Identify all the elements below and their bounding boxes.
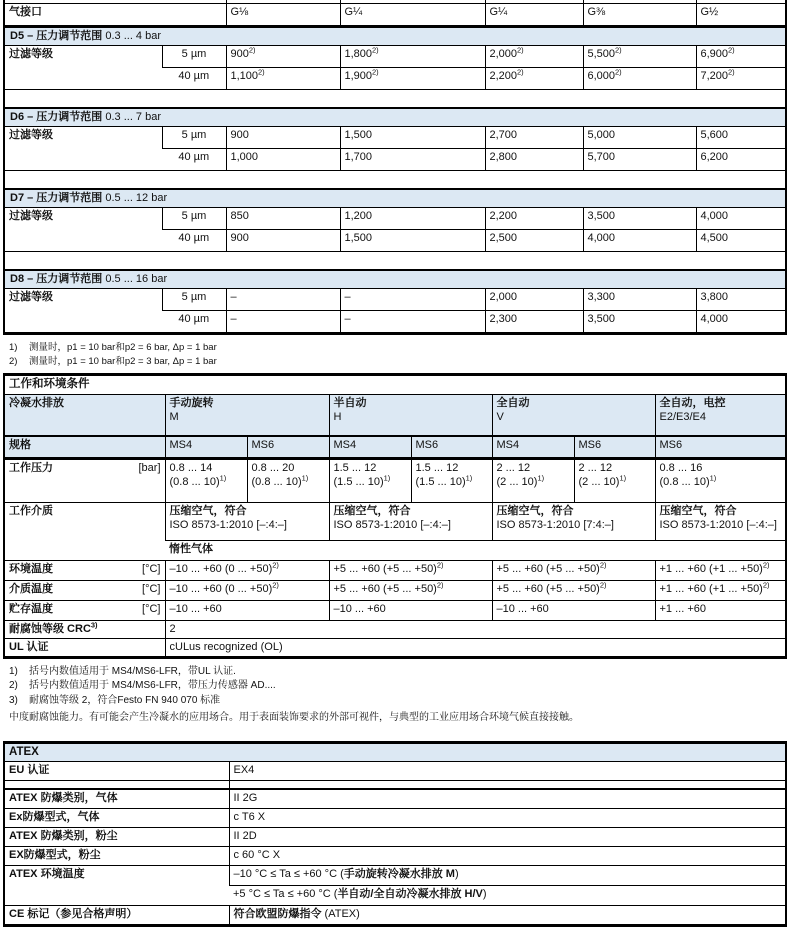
pressure-row bbox=[4, 458, 786, 502]
footnote bbox=[9, 694, 781, 709]
storage-temp-unit: [°C] bbox=[142, 602, 161, 615]
grade-40um-label: 40 µm bbox=[162, 68, 226, 90]
footnote-text: 括号内数值适用于 MS4/MS6-LFR，带UL 认证. bbox=[29, 665, 236, 677]
footnote bbox=[9, 665, 781, 680]
ex-protection-dust-row bbox=[4, 847, 786, 866]
table-row bbox=[4, 208, 786, 230]
footnote bbox=[9, 341, 781, 355]
temp-value: +5 ... +60 (+5 ... +50)$^{2)}$ bbox=[492, 580, 655, 600]
flow-value: 7,200$^{2)}$ bbox=[696, 68, 786, 90]
section-title-code: D8 – 压力调节范围 bbox=[10, 273, 103, 285]
section-title-range: 0.3 ... 7 bar bbox=[105, 111, 162, 123]
ex-protection-gas-label: Ex防爆型式，气体 bbox=[4, 809, 229, 828]
atex-category-gas-row bbox=[4, 789, 786, 809]
flow-value: 2,500 bbox=[485, 230, 583, 252]
temp-value: –10 ... +60 bbox=[165, 600, 329, 620]
atex-table bbox=[3, 741, 787, 927]
flow-value: 2,300 bbox=[485, 311, 583, 334]
flow-value: 4,000 bbox=[696, 311, 786, 334]
medium-value bbox=[329, 502, 492, 540]
flow-value: – bbox=[340, 311, 485, 334]
ex-protection-gas-row bbox=[4, 809, 786, 828]
flow-value: 3,800 bbox=[696, 289, 786, 311]
grade-5um-label: 5 µm bbox=[162, 289, 226, 311]
port-row bbox=[4, 4, 786, 27]
size-value: MS4 bbox=[165, 436, 247, 459]
drain-label: 冷凝水排放 bbox=[4, 394, 165, 436]
temp-value: +1 ... +60 (+1 ... +50)$^{2)}$ bbox=[655, 580, 786, 600]
flow-value: – bbox=[340, 289, 485, 311]
flow-value: 900 bbox=[226, 127, 340, 149]
section-title-code: D7 – 压力调节范围 bbox=[10, 192, 103, 204]
footnote-text: 耐腐蚀等级 2，符合Festo FN 940 070 标准 bbox=[29, 694, 221, 706]
flow-value: 6,900$^{2)}$ bbox=[696, 46, 786, 68]
flow-value: 900 bbox=[226, 230, 340, 252]
flow-value: 1,900$^{2)}$ bbox=[340, 68, 485, 90]
pressure-range-ul: (0.8 ... 10)$^{1)}$ bbox=[251, 473, 309, 488]
ex-protection-dust-value: c 60 °C X bbox=[229, 847, 786, 866]
port-size-cell: G⅜ bbox=[583, 4, 696, 27]
pressure-range: 0.8 ... 20 bbox=[251, 461, 295, 474]
ambient-temp-label: 环境温度 bbox=[9, 562, 53, 575]
pressure-value bbox=[411, 458, 492, 502]
atex-ambient-temp-label: ATEX 环境温度 bbox=[4, 866, 229, 906]
corrosion-value: 2 bbox=[165, 620, 786, 638]
ambient-temp-unit: [°C] bbox=[142, 562, 161, 575]
pressure-range-ul: (2 ... 10)$^{1)}$ bbox=[578, 473, 627, 488]
temp-value: –10 ... +60 (0 ... +50)$^{2)}$ bbox=[165, 560, 329, 580]
spacer-cell bbox=[4, 90, 786, 109]
spacer-cell bbox=[4, 171, 786, 190]
conditions-footnotes bbox=[3, 659, 787, 728]
section-title bbox=[4, 189, 786, 208]
size-value: MS6 bbox=[655, 436, 786, 459]
size-value: MS4 bbox=[329, 436, 411, 459]
section-header-d8 bbox=[4, 270, 786, 289]
ul-row bbox=[4, 638, 786, 657]
port-size-cell: G¼ bbox=[485, 4, 583, 27]
pressure-value bbox=[247, 458, 329, 502]
medium-value bbox=[165, 502, 329, 540]
footnote-marker: 1) bbox=[9, 342, 18, 353]
pressure-range-ul: (2 ... 10)$^{1)}$ bbox=[496, 473, 545, 488]
medium-line2: ISO 8573-1:2010 [–:4:–] bbox=[333, 518, 451, 531]
drain-group-code: M bbox=[169, 410, 179, 423]
table-row bbox=[4, 289, 786, 311]
flow-value: 1,500 bbox=[340, 127, 485, 149]
atex-category-dust-row bbox=[4, 828, 786, 847]
temp-value: –10 ... +60 bbox=[329, 600, 492, 620]
footnote-text: 括号内数值适用于 MS4/MS6-LFR，带压力传感器 AD.... bbox=[29, 680, 276, 692]
grade-40um-label: 40 µm bbox=[162, 230, 226, 252]
temp-drain-type: 手动旋转冷凝水排放 M bbox=[343, 868, 455, 881]
ce-directive-suffix: (ATEX) bbox=[321, 908, 360, 921]
ul-label: UL 认证 bbox=[4, 638, 165, 657]
flow-value: 4,000 bbox=[696, 208, 786, 230]
flow-value: 1,100$^{2)}$ bbox=[226, 68, 340, 90]
flow-value: 4,500 bbox=[696, 230, 786, 252]
conditions-title: 工作和环境条件 bbox=[4, 374, 786, 394]
ex-protection-gas-value: c T6 X bbox=[229, 809, 786, 828]
section-header-d6 bbox=[4, 108, 786, 127]
section-title-range: 0.5 ... 16 bar bbox=[105, 273, 168, 285]
flow-value: 2,800 bbox=[485, 149, 583, 171]
medium-line1: 压缩空气，符合 bbox=[333, 504, 411, 517]
size-value: MS6 bbox=[247, 436, 329, 459]
pressure-range: 1.5 ... 12 bbox=[415, 461, 459, 474]
size-value: MS6 bbox=[411, 436, 492, 459]
flow-value: 3,300 bbox=[583, 289, 696, 311]
drain-group bbox=[655, 394, 786, 436]
flow-value: – bbox=[226, 289, 340, 311]
flow-value: 1,200 bbox=[340, 208, 485, 230]
flow-value: 2,200$^{2)}$ bbox=[485, 68, 583, 90]
section-title-range: 0.3 ... 4 bar bbox=[105, 30, 162, 42]
flow-value: 6,200 bbox=[696, 149, 786, 171]
atex-title-row bbox=[4, 743, 786, 762]
conditions-table bbox=[3, 373, 787, 659]
atex-category-gas-label: ATEX 防爆类别，气体 bbox=[9, 792, 118, 805]
temp-value: –10 ... +60 (0 ... +50)$^{2)}$ bbox=[165, 580, 329, 600]
eu-cert-row bbox=[4, 762, 786, 781]
footnote bbox=[9, 355, 781, 369]
table-row bbox=[4, 127, 786, 149]
ce-marking-value bbox=[229, 906, 786, 926]
drain-group-name: 手动旋转 bbox=[169, 396, 214, 409]
pressure-range-ul: (0.8 ... 10)$^{1)}$ bbox=[169, 473, 227, 488]
temp-drain-type: 半自动/全自动冷凝水排放 H/V bbox=[337, 888, 483, 901]
drain-group bbox=[492, 394, 655, 436]
temp-paren: ) bbox=[454, 868, 459, 881]
size-value: MS4 bbox=[492, 436, 574, 459]
spacer-cell bbox=[229, 781, 786, 790]
flow-value: 900$^{2)}$ bbox=[226, 46, 340, 68]
grade-5um-label: 5 µm bbox=[162, 208, 226, 230]
corrosion-row bbox=[4, 620, 786, 638]
atex-temp-value-m bbox=[229, 866, 786, 886]
pressure-range: 2 ... 12 bbox=[578, 461, 613, 474]
section-title-range: 0.5 ... 12 bar bbox=[105, 192, 168, 204]
atex-spacer bbox=[4, 781, 786, 790]
medium-line1: 压缩空气，符合 bbox=[169, 504, 247, 517]
flow-value: 5,700 bbox=[583, 149, 696, 171]
port-size-cell: G¼ bbox=[340, 4, 485, 27]
section-title-code: D6 – 压力调节范围 bbox=[10, 111, 103, 123]
pressure-range: 0.8 ... 14 bbox=[169, 461, 213, 474]
medium-line1: 压缩空气，符合 bbox=[659, 504, 737, 517]
drain-group-name: 全自动，电控 bbox=[659, 396, 726, 409]
footnote-marker: 1) bbox=[9, 665, 18, 677]
flow-value: 2,700 bbox=[485, 127, 583, 149]
storage-temp-label: 贮存温度 bbox=[9, 602, 53, 615]
ex-protection-dust-label: EX防爆型式，粉尘 bbox=[4, 847, 229, 866]
grade-40um-label: 40 µm bbox=[162, 311, 226, 334]
footnote-marker: 3) bbox=[9, 694, 18, 706]
footnote-text: 测量时，p1 = 10 bar和p2 = 6 bar, Δp = 1 bar bbox=[29, 342, 217, 353]
flow-value: 4,000 bbox=[583, 230, 696, 252]
footnote-continuation: 中度耐腐蚀能力。有可能会产生冷凝水的应用场合。用于表面装饰要求的外部可视件，与典型的工业应用场合环境气候直接接触。 bbox=[9, 712, 579, 724]
pressure-label: 工作压力 bbox=[9, 461, 53, 474]
flow-footnotes bbox=[3, 335, 787, 373]
medium-row bbox=[4, 502, 786, 540]
filtration-grade-label: 过滤等级 bbox=[9, 129, 53, 141]
temp-value: +5 ... +60 (+5 ... +50)$^{2)}$ bbox=[329, 560, 492, 580]
section-spacer bbox=[4, 171, 786, 190]
drain-group-code: V bbox=[496, 410, 504, 423]
section-spacer bbox=[4, 90, 786, 109]
atex-temp-value-hv bbox=[229, 886, 786, 906]
filtration-grade-label: 过滤等级 bbox=[9, 291, 53, 303]
flow-value: 3,500 bbox=[583, 311, 696, 334]
atex-ambient-temp-row bbox=[4, 866, 786, 886]
temp-value: –10 ... +60 bbox=[492, 600, 655, 620]
flow-value: 2,000 bbox=[485, 289, 583, 311]
port-size-cell: G⅛ bbox=[226, 4, 340, 27]
temp-value: +5 ... +60 (+5 ... +50)$^{2)}$ bbox=[329, 580, 492, 600]
flow-value: 1,800$^{2)}$ bbox=[340, 46, 485, 68]
pressure-value bbox=[492, 458, 574, 502]
section-title bbox=[4, 270, 786, 289]
section-header-d7 bbox=[4, 189, 786, 208]
flow-value: 5,600 bbox=[696, 127, 786, 149]
atex-category-dust-value: II 2D bbox=[229, 828, 786, 847]
medium-line2: ISO 8573-1:2010 [–:4:–] bbox=[169, 518, 287, 531]
pressure-range: 2 ... 12 bbox=[496, 461, 531, 474]
inert-gas-value: 惰性气体 bbox=[165, 540, 786, 560]
flow-value: 850 bbox=[226, 208, 340, 230]
eu-cert-label: EU 认证 bbox=[9, 764, 50, 777]
flow-value: 3,500 bbox=[583, 208, 696, 230]
spacer-cell bbox=[4, 781, 229, 790]
medium-line2: ISO 8573-1:2010 [–:4:–] bbox=[659, 518, 777, 531]
temp-value: +1 ... +60 (+1 ... +50)$^{2)}$ bbox=[655, 560, 786, 580]
size-label: 规格 bbox=[4, 436, 165, 459]
medium-value bbox=[492, 502, 655, 540]
ambient-temp-label-cell bbox=[4, 560, 165, 580]
atex-category-dust-label: ATEX 防爆类别，粉尘 bbox=[4, 828, 229, 847]
temp-range: +5 °C ≤ Ta ≤ +60 °C ( bbox=[233, 888, 338, 901]
grade-40um-label: 40 µm bbox=[162, 149, 226, 171]
grade-5um-label: 5 µm bbox=[162, 127, 226, 149]
medium-line2: ISO 8573-1:2010 [7:4:–] bbox=[496, 518, 614, 531]
drain-group-name: 全自动 bbox=[496, 396, 530, 409]
temp-value: +5 ... +60 (+5 ... +50)$^{2)}$ bbox=[492, 560, 655, 580]
footnote-marker: 2) bbox=[9, 680, 18, 692]
drain-group-name: 半自动 bbox=[333, 396, 367, 409]
temp-value: +1 ... +60 bbox=[655, 600, 786, 620]
section-title bbox=[4, 27, 786, 46]
flow-value: 5,500$^{2)}$ bbox=[583, 46, 696, 68]
flow-value: 6,000$^{2)}$ bbox=[583, 68, 696, 90]
temp-paren: ) bbox=[482, 888, 487, 901]
pressure-range-ul: (1.5 ... 10)$^{1)}$ bbox=[333, 473, 391, 488]
ce-marking-label: CE 标记（参见合格声明） bbox=[4, 906, 229, 926]
medium-temp-label-cell bbox=[4, 580, 165, 600]
ce-marking-row bbox=[4, 906, 786, 926]
footnote-marker: 2) bbox=[9, 355, 18, 367]
section-title-code: D5 – 压力调节范围 bbox=[10, 30, 103, 42]
pressure-range-ul: (1.5 ... 10)$^{1)}$ bbox=[415, 473, 473, 488]
flow-value: 1,000 bbox=[226, 149, 340, 171]
ul-value: cULus recognized (OL) bbox=[165, 638, 786, 657]
flow-value: 1,700 bbox=[340, 149, 485, 171]
medium-label: 工作介质 bbox=[4, 502, 165, 560]
medium-temp-unit: [°C] bbox=[142, 582, 161, 595]
size-value: MS6 bbox=[574, 436, 655, 459]
drain-header-row bbox=[4, 394, 786, 436]
section-title bbox=[4, 108, 786, 127]
medium-line1: 压缩空气，符合 bbox=[496, 504, 574, 517]
port-size-cell: G½ bbox=[696, 4, 786, 27]
medium-value bbox=[655, 502, 786, 540]
pressure-value bbox=[574, 458, 655, 502]
flow-value: – bbox=[226, 311, 340, 334]
pressure-value bbox=[329, 458, 411, 502]
drain-group-code: H bbox=[333, 410, 342, 423]
drain-group bbox=[165, 394, 329, 436]
ambient-temp-row bbox=[4, 560, 786, 580]
spacer-cell bbox=[4, 252, 786, 271]
pressure-label-cell bbox=[4, 458, 165, 502]
filtration-grade-label: 过滤等级 bbox=[9, 48, 53, 60]
storage-temp-row bbox=[4, 600, 786, 620]
flow-value: 1,500 bbox=[340, 230, 485, 252]
medium-temp-row bbox=[4, 580, 786, 600]
eu-cert-value: EX4 bbox=[229, 762, 786, 781]
flow-value: 2,200 bbox=[485, 208, 583, 230]
flow-value: 5,000 bbox=[583, 127, 696, 149]
flow-rate-table bbox=[3, 0, 787, 335]
size-row bbox=[4, 436, 786, 459]
conditions-title-row bbox=[4, 374, 786, 394]
pressure-range: 1.5 ... 12 bbox=[333, 461, 377, 474]
footnote-text: 测量时，p1 = 10 bar和p2 = 3 bar, Δp = 1 bar bbox=[29, 355, 217, 367]
temp-range: –10 °C ≤ Ta ≤ +60 °C ( bbox=[233, 868, 344, 881]
section-spacer bbox=[4, 252, 786, 271]
drain-group-code: E2/E3/E4 bbox=[659, 410, 706, 423]
footnote bbox=[9, 679, 781, 694]
flow-value: 2,000$^{2)}$ bbox=[485, 46, 583, 68]
storage-temp-label-cell bbox=[4, 600, 165, 620]
port-row-label: 气接口 bbox=[4, 4, 226, 27]
atex-category-gas-value: II 2G bbox=[229, 789, 786, 809]
medium-temp-label: 介质温度 bbox=[9, 582, 53, 595]
pressure-range-ul: (0.8 ... 10)$^{1)}$ bbox=[659, 473, 717, 488]
pressure-value bbox=[165, 458, 247, 502]
filtration-grade-label: 过滤等级 bbox=[9, 210, 53, 222]
pressure-value bbox=[655, 458, 786, 502]
pressure-unit: [bar] bbox=[138, 461, 161, 474]
pressure-range: 0.8 ... 16 bbox=[659, 461, 703, 474]
ce-directive: 符合欧盟防爆指令 bbox=[233, 908, 322, 921]
section-header-d5 bbox=[4, 27, 786, 46]
table-row bbox=[4, 46, 786, 68]
grade-5um-label: 5 µm bbox=[162, 46, 226, 68]
corrosion-label: 耐腐蚀等级 CRC$^{3)}$ bbox=[4, 620, 165, 638]
atex-title: ATEX bbox=[4, 743, 786, 762]
drain-group bbox=[329, 394, 492, 436]
